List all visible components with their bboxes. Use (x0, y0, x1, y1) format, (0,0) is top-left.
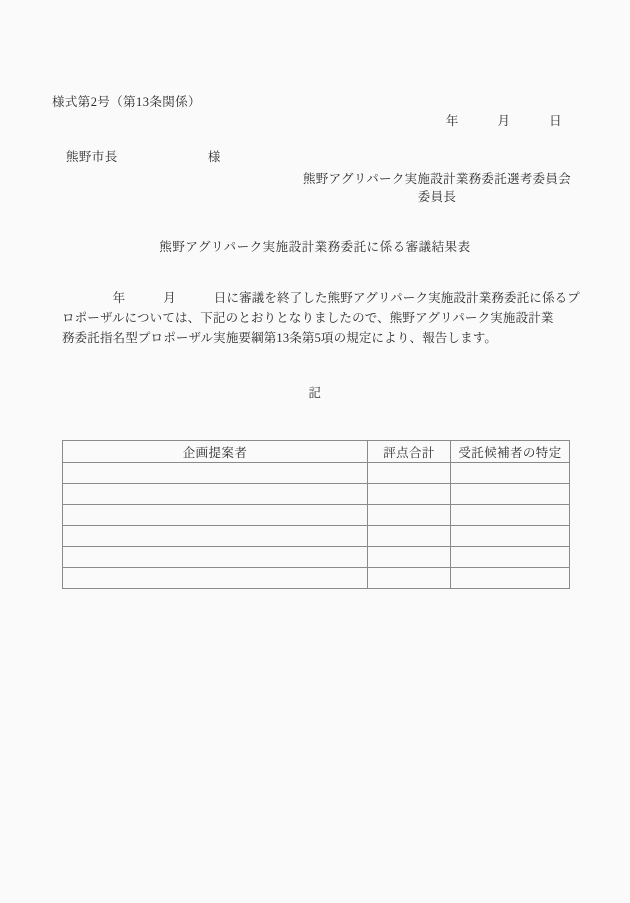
cell-selection[interactable] (451, 547, 570, 568)
cell-score[interactable] (368, 547, 451, 568)
column-header-proposer: 企画提案者 (63, 441, 368, 463)
body-line-3: 務委託指名型プロポーザル実施要綱第13条第5項の規定により、報告します。 (62, 330, 498, 345)
cell-proposer[interactable] (63, 568, 368, 589)
cell-score[interactable] (368, 463, 451, 484)
table-row[interactable] (63, 568, 570, 589)
addressee-line: 熊野市長 様 (66, 150, 221, 164)
cell-selection[interactable] (451, 505, 570, 526)
cell-score[interactable] (368, 568, 451, 589)
table-row[interactable] (63, 505, 570, 526)
cell-proposer[interactable] (63, 463, 368, 484)
column-header-score: 評点合計 (368, 441, 451, 463)
page-title: 熊野アグリパーク実施設計業務委託に係る審議結果表 (159, 240, 471, 254)
table-header-row (63, 441, 570, 463)
cell-proposer[interactable] (63, 505, 368, 526)
issuer-title: 委員長 (417, 190, 457, 205)
cell-selection[interactable] (451, 484, 570, 505)
cell-selection[interactable] (451, 463, 570, 484)
body-paragraph (62, 289, 580, 348)
cell-selection[interactable] (451, 568, 570, 589)
body-line-2: ロポーザルについては、下記のとおりとなりましたので、熊野アグリパーク実施設計業 (62, 310, 554, 325)
cell-proposer[interactable] (63, 484, 368, 505)
table-row[interactable] (63, 526, 570, 547)
form-number: 様式第2号（第13条関係） (52, 95, 201, 109)
table-row[interactable] (63, 484, 570, 505)
cell-score[interactable] (368, 484, 451, 505)
cell-proposer[interactable] (63, 526, 368, 547)
cell-selection[interactable] (451, 526, 570, 547)
column-header-selection: 受託候補者の特定 (451, 441, 570, 463)
table-body (63, 463, 570, 589)
cell-score[interactable] (368, 526, 451, 547)
cell-score[interactable] (368, 505, 451, 526)
date-line: 年 月 日 (445, 114, 562, 128)
result-table (62, 440, 570, 589)
table-row[interactable] (63, 463, 570, 484)
table-row[interactable] (63, 547, 570, 568)
issuer-organization: 熊野アグリパーク実施設計業務委託選考委員会 (302, 172, 572, 186)
body-line-1: 年 月 日に審議を終了した熊野アグリパーク実施設計業務委託に係るプ (62, 291, 580, 305)
issuer-block (282, 170, 592, 206)
cell-proposer[interactable] (63, 547, 368, 568)
ki-marker: 記 (308, 386, 322, 400)
